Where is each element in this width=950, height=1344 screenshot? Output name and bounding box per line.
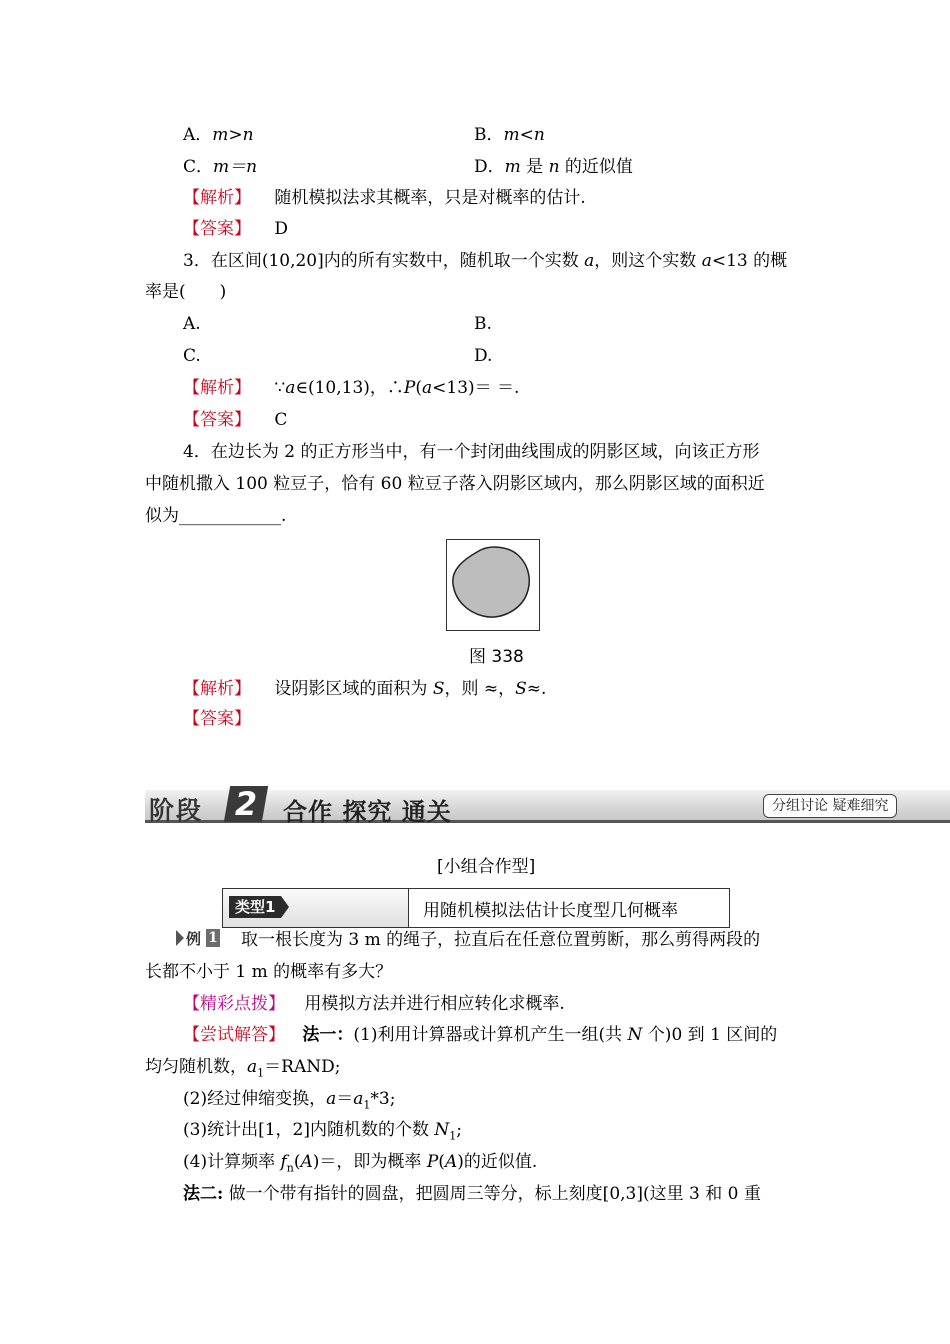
q3-option-c: C. xyxy=(183,346,201,366)
analysis-tag: 【解析】 xyxy=(183,378,251,398)
answer-tag: 【答案】 xyxy=(183,709,251,729)
answer-text: D xyxy=(274,219,289,239)
group-label: [小组合作型] xyxy=(437,857,536,877)
example-number: 1 xyxy=(206,929,220,947)
q4-stem-line1: 4．在边长为 2 的正方形当中，有一个封闭曲线围成的阴影区域，向该正方形 xyxy=(183,442,760,462)
q3-stem-line1: 3．在区间(10,20]内的所有实数中，随机取一个实数 a，则这个实数 a<13 的概 xyxy=(183,251,788,271)
answer-tag: 【答案】 xyxy=(183,219,251,239)
option-text: m>n xyxy=(212,125,254,145)
q4-stem-line2: 中随机撒入 100 粒豆子，恰有 60 粒豆子落入阴影区域内，那么阴影区域的面积近 xyxy=(145,474,765,494)
type-header xyxy=(222,888,730,928)
q3-option-d: D. xyxy=(474,346,493,366)
hint-tag: 【精彩点拨】 xyxy=(183,994,285,1014)
q4-answer xyxy=(183,707,251,731)
stage-number-badge xyxy=(224,786,268,822)
q2-option-b xyxy=(474,123,545,147)
method-2: 法二: 做一个带有指针的圆盘，把圆周三等分，标上刻度[0,3](这里 3 和 0 重 xyxy=(183,1184,761,1204)
example-label: 例 xyxy=(186,930,202,948)
step-3: (3)统计出[1，2]内随机数的个数 $N_1$; xyxy=(183,1120,462,1143)
type-badge: 类型1 xyxy=(229,896,281,918)
figure-caption: 图 338 xyxy=(469,647,524,667)
example-arrow-icon xyxy=(176,930,184,946)
q2-option-d: D．m 是 n 的近似值 xyxy=(474,157,633,177)
q3-stem-line2: 率是( ) xyxy=(145,282,227,302)
option-text: m＝n xyxy=(213,157,258,177)
try-line1: 【尝试解答】 法一：(1)利用计算器或计算机产生一组(共 N 个)0 到 1 区间的 xyxy=(183,1025,778,1045)
q2-answer xyxy=(183,217,288,241)
example-line1: 取一根长度为 3 m 的绳子，拉直后在任意位置剪断，那么剪得两段的 xyxy=(241,930,761,950)
shaded-blob-figure xyxy=(447,540,539,630)
option-text: m<n xyxy=(503,125,545,145)
option-label: B． xyxy=(474,125,504,145)
example-badge xyxy=(176,928,220,948)
q2-option-a xyxy=(183,123,254,147)
step-4: (4)计算频率 $f_n(A)=$，即为概率 P(A)的近似值. xyxy=(183,1152,538,1175)
q3-analysis: 【解析】 ∵a∈(10,13)，∴P(a<13)＝ ＝. xyxy=(183,378,520,398)
stage-number: 2 xyxy=(234,785,258,823)
stage-banner xyxy=(145,786,950,824)
analysis-tag: 【解析】 xyxy=(183,679,251,699)
q3-option-a: A. xyxy=(183,314,201,334)
type-header-left xyxy=(223,889,409,927)
stage-label: 阶段 xyxy=(149,796,204,825)
shaded-blob xyxy=(453,547,529,617)
hint-text: 用模拟方法并进行相应转化求概率. xyxy=(304,994,565,1014)
try-line2: 均匀随机数，$a_1=RAND$; xyxy=(145,1057,341,1080)
option-label: D． xyxy=(474,157,505,177)
try-tag: 【尝试解答】 xyxy=(183,1025,285,1045)
stage-tag: 分组讨论 疑难细究 xyxy=(763,794,897,818)
option-label: A． xyxy=(183,125,213,145)
type-title: 用随机模拟法估计长度型几何概率 xyxy=(423,901,678,921)
q4-analysis: 【解析】 设阴影区域的面积为 S，则 ≈，S≈. xyxy=(183,679,547,699)
option-label: C． xyxy=(183,157,214,177)
stage-title: 合作 探究 通关 xyxy=(283,797,452,826)
hint xyxy=(183,992,565,1016)
q4-stem-line3: 似为____________. xyxy=(145,506,287,526)
analysis-text: 随机模拟法求其概率，只是对概率的估计. xyxy=(274,188,586,208)
analysis-tag: 【解析】 xyxy=(183,188,251,208)
banner-underline xyxy=(145,820,950,823)
figure-shaded-region xyxy=(446,539,540,631)
example-line2: 长都不小于 1 m 的概率有多大？ xyxy=(145,962,393,982)
answer-tag: 【答案】 xyxy=(183,410,251,430)
answer-text: C xyxy=(274,410,288,430)
q3-answer xyxy=(183,408,287,432)
q2-analysis xyxy=(183,186,586,210)
q2-option-c xyxy=(183,155,257,179)
step-2: (2)经过伸缩变换，$a=a_1*3$; xyxy=(183,1089,396,1112)
q3-option-b: B. xyxy=(474,314,492,334)
